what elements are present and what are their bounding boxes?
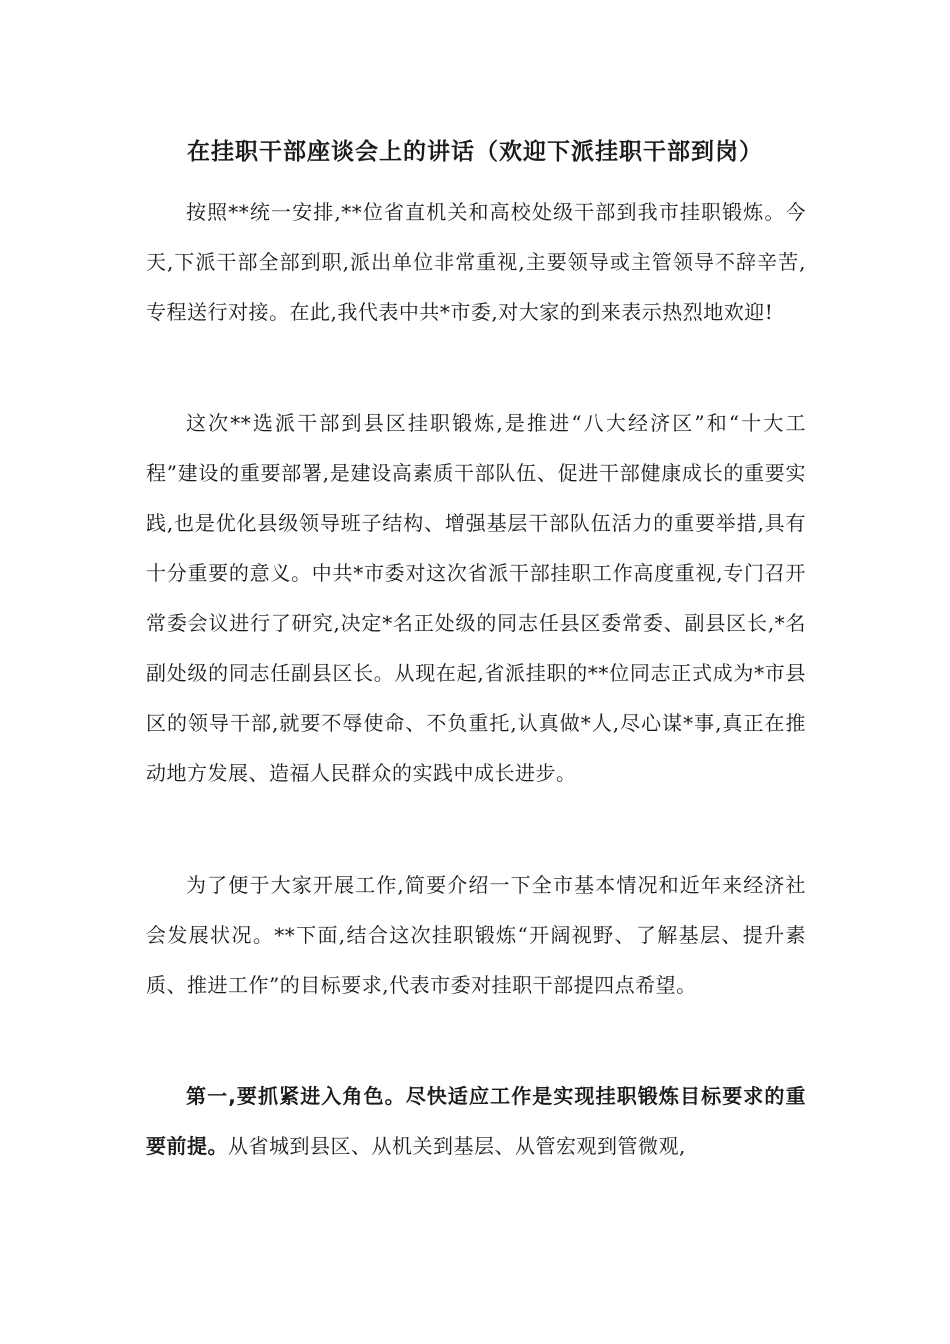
paragraph-introduction: 为了便于大家开展工作,简要介绍一下全市基本情况和近年来经济社会发展状况。**下面,结合这次挂职锻炼“开阔视野、了解基层、提升素质、推进工作”的目标要求,代表市委对挂职干部提四点希望。 [146,873,806,997]
paragraph-significance: 这次**选派干部到县区挂职锻炼,是推进“八大经济区”和“十大工程”建设的重要部署,是建设高素质干部队伍、促进干部健康成长的重要实践,也是优化县级领导班子结构、增强基层干部队伍活力的重要举措,具有十分重要的意义。中共*市委对这次省派干部挂职工作高度重视,专门召开常委会议进行了研究,决定*名正处级的同志任县区委常委、副县区长,*名副处级的同志任副县区长。从现在起,省派挂职的**位同志正式成为*市县区的领导干部,就要不辱使命、不负重托,认真做*人,尽心谋*事,真正在推动地方发展、造福人民群众的实践中成长进步。 [146,411,806,785]
paragraph-welcome: 按照**统一安排,**位省直机关和高校处级干部到我市挂职锻炼。今天,下派干部全部到职,派出单位非常重视,主要领导或主管领导不辞辛苦,专程送行对接。在此,我代表中共*市委,对大家的到来表示热烈地欢迎! [146,200,806,324]
point-one-heading: 第一,要抓紧进入角色。尽快适应工作是实现挂职锻炼目标要求的重要前提。 [146,1084,806,1158]
document-title: 在挂职干部座谈会上的讲话（欢迎下派挂职干部到岗） [187,139,763,165]
paragraph-point-one [146,1071,806,1171]
point-one-body: 从省城到县区、从机关到基层、从管宏观到管微观, [228,1134,686,1158]
